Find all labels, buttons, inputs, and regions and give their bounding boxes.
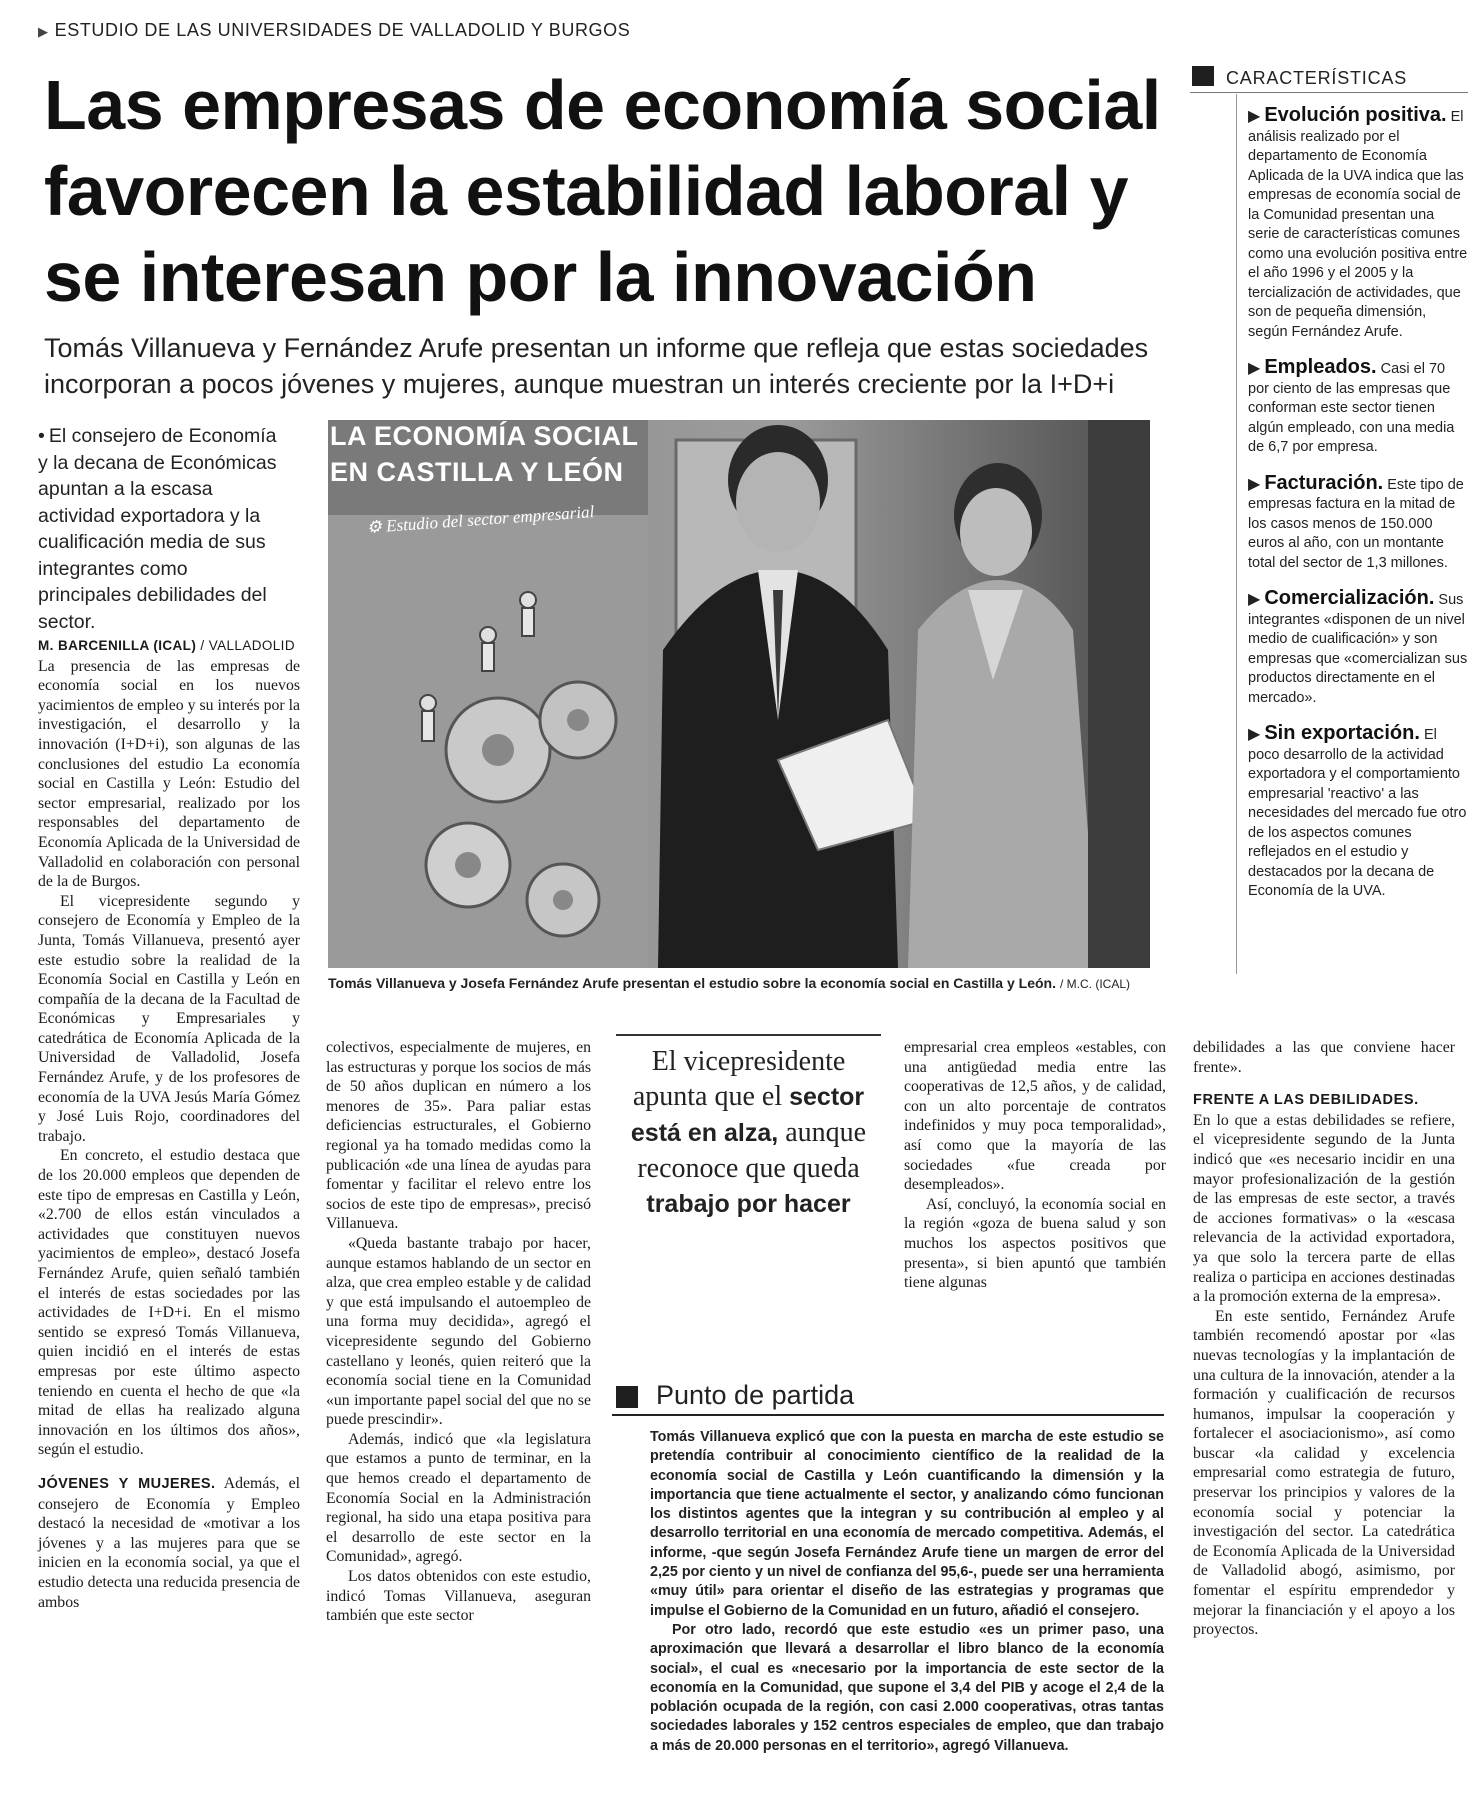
paragraph: Por otro lado, recordó que este estudio «es un primer paso, una aproximación que llevará a desarrollar el libro blanco de la economía social», el cual es «necesario por la importancia de este sector de la economía en la Comunidad, que supone el 3,4 del PIB y acoge el 2,4 de la población ocupada de la región, con casi 2.000 cooperativas, otras tantas sociedades laborales y 152 centros especiales de empleo, que dan trabajo a más de 20.000 personas en el territorio», agregó Villanueva. (650, 1621, 1164, 1754)
banner-subtitle-text: Estudio del sector empresarial (385, 502, 595, 536)
sidebar-item (1236, 589, 1468, 708)
section-logo-icon (1192, 66, 1214, 86)
sidebar-item-title: Sin exportación. (1264, 722, 1420, 744)
sidebar-item-title: Comercialización. (1264, 587, 1435, 609)
pull-quote-emphasis: trabajo por hacer (646, 1190, 851, 1218)
sidebar-item-title: Evolución positiva. (1264, 104, 1447, 126)
triangle-bullet-icon: ▶ (1248, 360, 1261, 377)
paragraph: Así, concluyó, la economía social en la región «goza de buena salud y son muchos los aspectos positivos que presenta», si bien apuntó que también tiene algunas (904, 1195, 1166, 1292)
headline: Las empresas de economía social favorecen la estabilidad laboral y se interesan por la innovación (44, 66, 1161, 316)
photo-caption (328, 975, 1158, 991)
byline (38, 636, 300, 656)
sidebar-item (1236, 724, 1468, 902)
article-column-2 (326, 1038, 591, 1626)
paragraph (38, 1474, 300, 1612)
triangle-bullet-icon: ▶ (1248, 726, 1261, 743)
punto-de-partida-box (612, 1378, 1164, 1788)
sidebar-item (1236, 471, 1468, 574)
bullet-icon: • (38, 425, 45, 447)
kicker-arrow-icon: ▶ (38, 24, 49, 39)
paragraph: El vicepresidente segundo y consejero de Economía y Empleo de la Junta, Tomás Villanueva, presentó ayer este estudio sobre la realidad de la Economía Social en Castilla y León en compañía de la decana de la Facultad de Económicas y Empresariales y catedrática de Economía Aplicada de la Universidad de Valladolid, Josefa Fernández Arufe, y de los profesores de economía de la UVA Jesús María Gómez y José Luis Rojo, coordinadores del trabajo. (38, 892, 300, 1145)
sidebar-item-title: Empleados. (1264, 356, 1377, 378)
byline-place: / VALLADOLID (200, 638, 295, 653)
sidebar-item-text: El análisis realizado por el departamento de Economía Aplicada de la UVA indica que las empresas de economía social de la Comunidad presentan una serie de características comunes como una evolución positiva entre el año 1996 y el 2005 y la tercialización de actividades, que son de pequeña dimensión, según Fernández Arufe. (1248, 109, 1468, 340)
sidebar-item-text: Casi el 70 por ciento de las empresas que conforman este sector tienen algún empleado, con una media de 6,7 por empresa. (1248, 361, 1455, 455)
punto-text (650, 1428, 1164, 1756)
sidebar-list (1236, 106, 1468, 918)
caption-text: Tomás Villanueva y Josefa Fernández Arufe presentan el estudio sobre la economía social en Castilla y León. (328, 975, 1056, 991)
article-column-3 (904, 1038, 1166, 1293)
sidebar-item-text: Sus integrantes «disponen de un nivel medio de cualificación» y son empresas que «comercializan sus productos directamente en el mercado». (1248, 592, 1468, 706)
paragraph: «Queda bastante trabajo por hacer, aunque estamos hablando de un sector en alza, que crea empleo estable y de calidad y que está impulsando el autoempleo de una forma muy decidida», agregó el vicepresidente segundo del Gobierno castellano y leonés, quien reiteró que la economía social tiene en la Comunidad «un importante papel social del que no se puede prescindir». (326, 1234, 591, 1429)
paragraph: En lo que a estas debilidades se refiere, el vicepresidente segundo de la Junta indicó que «es necesario incidir en una mayor profesionalización de la gestión de las empresas de este sector, a través de acciones formativas» o la «escasa relevancia de la actividad exportadora, ya que solo la tercera parte de ellas realiza o participa en acciones destinadas a la promoción externa de la empresa». (1193, 1111, 1455, 1306)
punto-header (612, 1378, 1164, 1416)
lead-summary (38, 423, 283, 635)
triangle-bullet-icon: ▶ (1248, 475, 1261, 493)
section-subhead: FRENTE A LAS DEBILIDADES. (1193, 1092, 1419, 1109)
banner-line-2: EN CASTILLA Y LEÓN (330, 457, 624, 487)
section-subhead: JÓVENES Y MUJERES. (38, 1475, 216, 1492)
sidebar-header (1190, 64, 1468, 93)
pull-quote-emphasis: sector está en alza, (630, 1083, 865, 1147)
sidebar-title: CARACTERÍSTICAS (1226, 68, 1408, 88)
lead-text: El consejero de Economía y la decana de Económicas apuntan a la escasa actividad exportadora y la cualificación media de sus integrantes como principales debilidades del sector. (38, 425, 277, 633)
triangle-bullet-icon: ▶ (1248, 108, 1261, 125)
photo-credit: / M.C. (ICAL) (1059, 977, 1130, 991)
section-logo-icon (616, 1386, 638, 1408)
banner-gear-icon: ⚙ (366, 516, 383, 537)
paragraph: En concreto, el estudio destaca que de los 20.000 empleos que dependen de este tipo de empresas en Castilla y León, «2.700 de ellos están vinculados a actividades que constituyen nuevos yacimientos de empleo», destacó Josefa Fernández Arufe, quien señaló también el interés de estas sociedades por las actividades de I+D+i. En el mismo sentido se expresó Tomás Villanueva, quien incidió en el interés de estas empresas por este último aspecto teniendo en cuenta el hecho de que «la mitad de ellas ha realizado alguna innovación en los últimos dos años», según el estudio. (38, 1147, 300, 1459)
article-photo (328, 420, 1150, 968)
sidebar-item (1236, 106, 1468, 342)
paragraph: debilidades a las que conviene hacer frente». (1193, 1039, 1455, 1076)
sidebar-item-text: Este tipo de empresas factura en la mitad de los casos menos de 150.000 euros al año, con un montante total del sector de 1,3 millones. (1248, 476, 1464, 571)
sidebar-item (1236, 358, 1468, 458)
photo-illustration (328, 420, 1150, 968)
paragraph: Los datos obtenidos con este estudio, indicó Tomas Villanueva, aseguran también que este sector (326, 1568, 591, 1625)
banner-line-1: LA ECONOMÍA SOCIAL (330, 421, 639, 451)
paragraph: Además, indicó que «la legislatura que estamos a punto de terminar, en la que hemos creado el departamento de Economía Social en la Administración regional, ha sido una etapa positiva para el desarrollo de este sector en la Comunidad», agregó. (326, 1430, 591, 1566)
paragraph: empresarial crea empleos «estables, con una antigüedad media entre las cooperativas de 12,5 años, y de calidad, con un alto porcentaje de contratos indefinidos y muy poca temporalidad», así como que la mayoría de las sociedades «fue creada por desempleados». (904, 1039, 1166, 1194)
photo-banner-title (330, 420, 639, 490)
section-kicker (38, 20, 630, 41)
triangle-bullet-icon: ▶ (1248, 591, 1261, 608)
article-column-4 (1193, 1038, 1455, 1640)
pull-quote-text: El vicepresidente apunta que el (632, 1046, 846, 1112)
sidebar-item-text: El poco desarrollo de la actividad exportadora y el comportamiento empresarial 'reactivo' a las necesidades del mercado fue otro de los aspectos comunes reflejados en el estudio y destacados por la decana de Economía de la UVA. (1248, 727, 1467, 899)
kicker-text: ESTUDIO DE LAS UNIVERSIDADES DE VALLADOLID Y BURGOS (54, 20, 631, 40)
subheadline: Tomás Villanueva y Fernández Arufe presentan un informe que refleja que estas sociedades incorporan a pocos jóvenes y mujeres, aunque muestran un interés creciente por la I+D+i (44, 333, 1149, 399)
paragraph: La presencia de las empresas de economía social en los nuevos yacimientos de empleo y su interés por la investigación, el desarrollo y la innovación (I+D+i), son algunas de las conclusiones del estudio La economía social en Castilla y León: Estudio del sector empresarial, realizado por los responsables del departamento de Economía Aplicada de la Universidad de Valladolid en colaboración con personal de la de Burgos. (38, 657, 300, 891)
pull-quote-text: aunque reconoce que queda (637, 1117, 867, 1184)
sidebar-item-title: Facturación. (1264, 471, 1384, 494)
paragraph: En este sentido, Fernández Arufe también recomendó apostar por «las nuevas tecnologías y la implantación de una cultura de la innovación, atender a la formación y cualificación de recursos humanos, impulsar la cooperación y fortalecer el asociacionismo», así como buscar «la calidad y excelencia empresarial como estrategia de futuro, preservar los principios y valores de la economía social y potenciar la investigación del sector. La catedrática de Economía Aplicada de la Universidad de Valladolid abogó, asimismo, por fomentar el espíritu emprendedor y mejorar la financiación y el apoyo a los proyectos. (1193, 1307, 1455, 1639)
pull-quote (616, 1034, 881, 1274)
byline-author: M. BARCENILLA (ICAL) (38, 638, 197, 653)
paragraph-text: Además, el consejero de Economía y Empleo destacó la necesidad de «motivar a los jóvenes y a las mujeres para que se inicien en la economía social, ya que el estudio detecta una reducida presencia de ambos (38, 1474, 300, 1611)
paragraph: colectivos, especialmente de mujeres, en las estructuras y porque los socios de más de 50 años duplican en número a los menores de 35». Para paliar estas deficiencias estructurales, el Gobierno regional ya ha tomado medidas como la publicación «de una línea de ayudas para fomentar y facilitar el relevo entre los socios de este tipo de empresas», precisó Villanueva. (326, 1039, 591, 1233)
paragraph: Tomás Villanueva explicó que con la puesta en marcha de este estudio se pretendía contribuir al conocimiento científico de la realidad de la economía social de Castilla y León cuantificando la dimensión y la importancia que tiene actualmente el sector, y analizando cómo funcionan los distintos agentes que la integran y su contribución al empleo y al desarrollo territorial en una economía de mercado competitiva. Además, el informe, -que según Josefa Fernández Arufe tiene un margen de error del 2,25 por ciento y un nivel de confianza del 95,6-, puede ser una herramienta «muy útil» para orientar el diseño de las estrategias y programas que impulse el Gobierno de la Comunidad en un futuro, añadió el consejero. (650, 1429, 1164, 1619)
punto-title: Punto de partida (656, 1380, 855, 1410)
sidebar-caracteristicas (1190, 60, 1468, 980)
article-column-1 (38, 636, 300, 1612)
